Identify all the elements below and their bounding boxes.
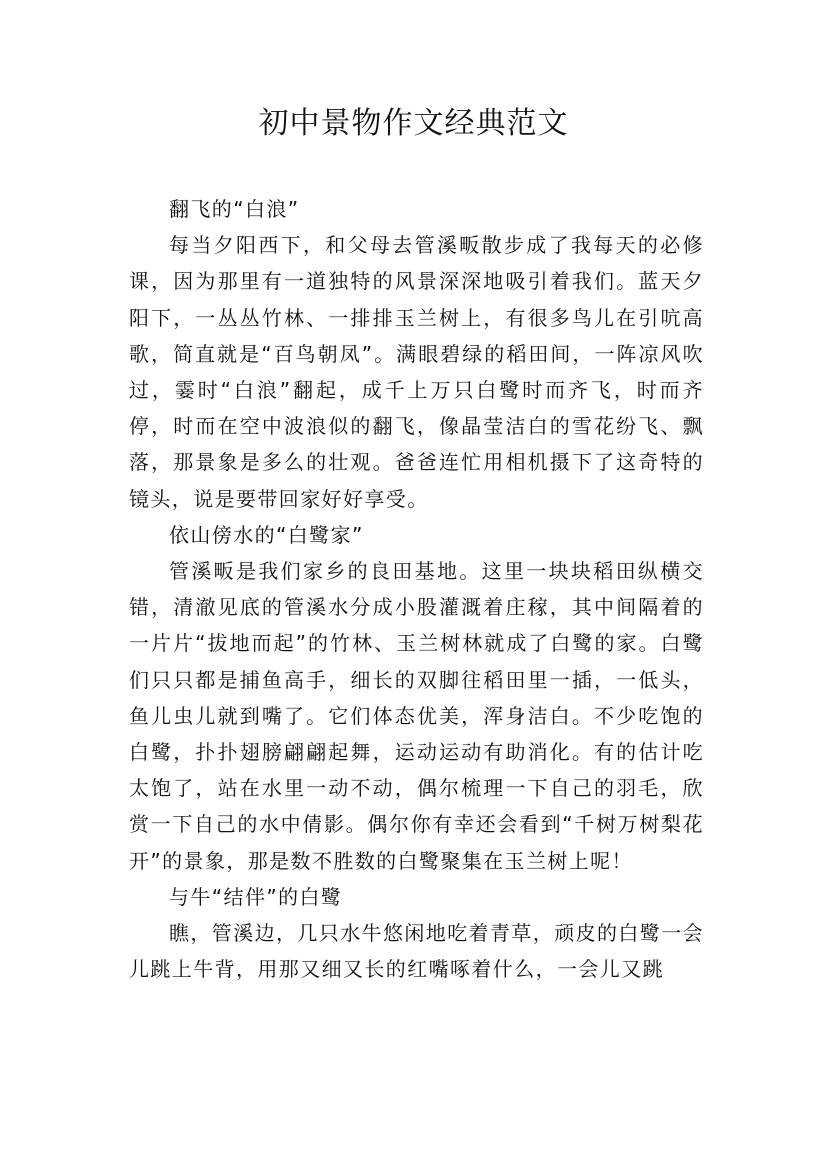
document-body <box>129 191 704 987</box>
body-paragraph: 瞧，管溪边，几只水牛悠闲地吃着青草，顽皮的白鹭一会儿跳上牛背，用那又细又长的红嘴啄着什么，一会儿又跳 <box>129 921 704 982</box>
section-heading: 与牛“结伴”的白鹭 <box>169 884 343 909</box>
body-paragraph: 管溪畈是我们家乡的良田基地。这里一块块稻田纵横交错，清澈见底的管溪水分成小股灌溉着庄稼，其中间隔着的一片片“拔地而起”的竹林、玉兰树林就成了白鹭的家。白鹭们只只都是捕鱼高手，细长的双脚往稻田里一插，一低头，鱼儿虫儿就到嘴了。它们体态优美，浑身洁白。不少吃饱的白鹭，扑扑翅膀翩翩起舞，运动运动有助消化。有的估计吃太饱了，站在水里一动不动，偶尔梳理一下自己的羽毛，欣赏一下自己的水中倩影。偶尔你有幸还会看到“千树万树梨花开”的景象，那是数不胜数的白鹭聚集在玉兰树上呢！ <box>129 559 704 873</box>
document-title: 初中景物作文经典范文 <box>258 106 569 141</box>
body-paragraph: 每当夕阳西下，和父母去管溪畈散步成了我每天的必修课，因为那里有一道独特的风景深深地吸引着我们。蓝天夕阳下，一丛丛竹林、一排排玉兰树上，有很多鸟儿在引吭高歌，简直就是“百鸟朝凤”。满眼碧绿的稻田间，一阵凉风吹过，霎时“白浪”翻起，成千上万只白鹭时而齐飞，时而齐停，时而在空中波浪似的翻飞，像晶莹洁白的雪花纷飞、飘落，那景象是多么的壮观。爸爸连忙用相机摄下了这奇特的镜头，说是要带回家好好享受。 <box>129 233 704 511</box>
section-heading: 依山傍水的“白鹭家” <box>169 522 364 547</box>
section-heading: 翻飞的“白浪” <box>169 197 300 221</box>
